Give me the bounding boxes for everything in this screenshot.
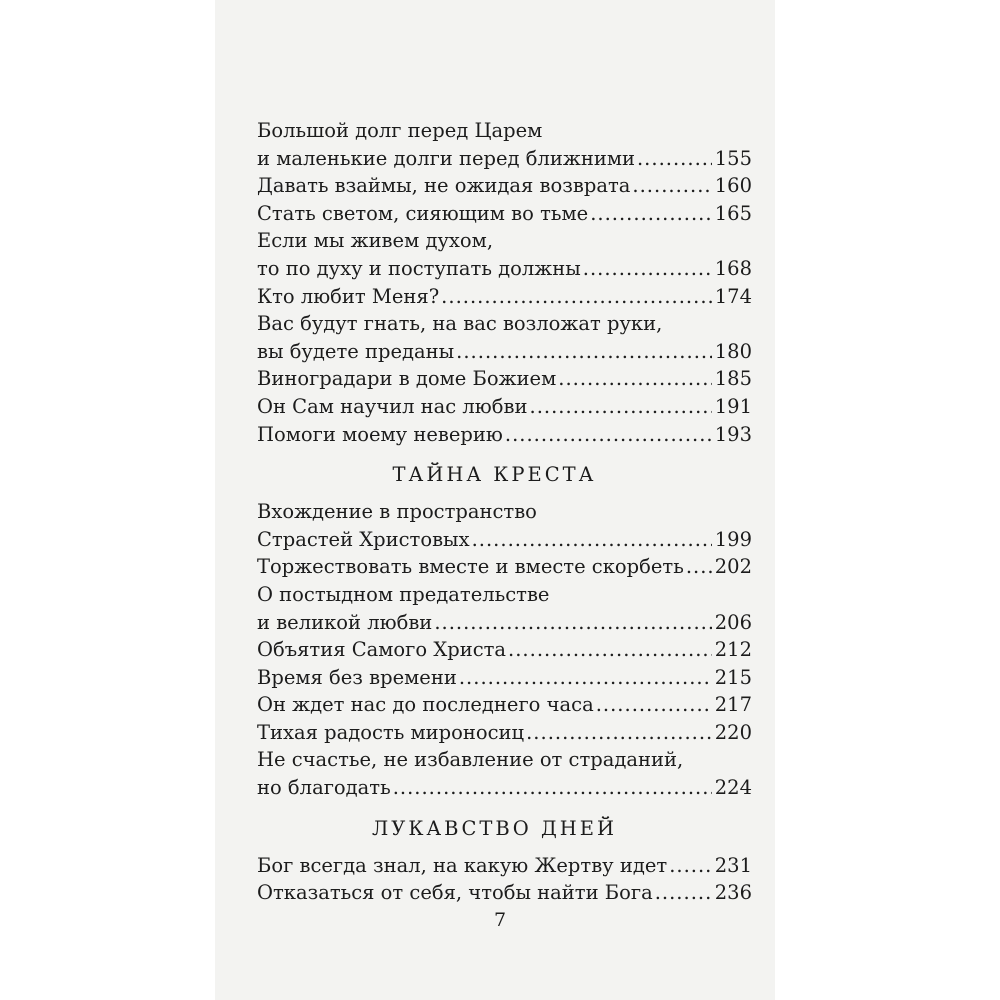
toc-entry-title: Помоги моему неверию: [257, 422, 503, 446]
toc-entry-page: 155: [714, 146, 752, 170]
toc-entry-title: Не счастье, не избавление от страданий,: [257, 748, 684, 772]
toc-entry-page: 191: [714, 394, 752, 418]
toc-entry-page: 212: [714, 638, 752, 662]
toc-entry-title: Если мы живем духом,: [257, 229, 494, 253]
dot-leader: [583, 255, 712, 283]
toc-entry-title: Отказаться от себя, чтобы найти Бога: [257, 881, 653, 905]
toc-entry-title: Объятия Самого Христа: [257, 638, 507, 662]
toc-entry-line: [257, 526, 752, 554]
dot-leader: [669, 852, 712, 880]
toc-entry-title: Давать взаймы, не ожидая возврата: [257, 174, 631, 198]
toc-entry-line: [257, 879, 752, 907]
toc-entry-line: [257, 719, 752, 747]
toc-entry-title: Он ждет нас до последнего часа: [257, 693, 594, 717]
toc-entry-page: 174: [714, 284, 752, 308]
toc-entry-line: [257, 421, 752, 449]
section-heading: ТАЙНА КРЕСТА: [392, 463, 597, 487]
toc-entry-line: [257, 117, 752, 145]
toc-entry-title: Тихая радость мироносиц: [257, 720, 525, 744]
toc-entry-line: [257, 691, 752, 719]
dot-leader: [434, 609, 711, 637]
toc-entry-title: вы будете преданы: [257, 339, 455, 363]
dot-leader: [459, 664, 712, 692]
toc-entry-title: Большой долг перед Царем: [257, 119, 543, 142]
section-heading: ЛУКАВСТВО ДНЕЙ: [371, 816, 618, 840]
dot-leader: [686, 553, 712, 581]
dot-leader: [590, 200, 712, 228]
toc-entry-page: 202: [714, 555, 752, 579]
toc-entry-line: [257, 255, 752, 283]
toc-entry-line: [257, 172, 752, 200]
dot-leader: [655, 879, 712, 907]
toc-entry-line: [257, 283, 752, 311]
toc-entry-line: [257, 393, 752, 421]
toc-entry-title: Время без времени: [257, 665, 457, 689]
toc-entry-page: 231: [714, 853, 752, 877]
dot-leader: [505, 421, 712, 449]
toc-entry-line: [257, 145, 752, 173]
toc-entry-title: и великой любви: [257, 610, 433, 634]
toc-entry-title: Виноградари в доме Божием: [257, 367, 557, 391]
dot-leader: [632, 172, 711, 200]
toc-entry-title: и маленькие долги перед ближними: [257, 146, 635, 170]
toc-entry-title: Торжествовать вместе и вместе скорбеть: [257, 555, 684, 579]
toc-entry-page: 168: [714, 256, 752, 280]
dot-leader: [508, 636, 712, 664]
toc-entry-line: [257, 636, 752, 664]
toc-entry-page: 160: [714, 174, 752, 198]
toc-entry-line: [257, 664, 752, 692]
toc-entry-page: 236: [714, 881, 752, 905]
toc-entry-title: Вхождение в пространство: [257, 500, 537, 524]
toc-entry-title: О постыдном предательстве: [257, 582, 550, 606]
table-of-contents: [257, 117, 752, 907]
toc-entry-line: [257, 852, 752, 880]
toc-entry-line: [257, 609, 752, 637]
page-number: 7: [493, 909, 507, 931]
dot-leader: [637, 145, 712, 173]
dot-leader: [526, 719, 712, 747]
toc-entry-line: [257, 310, 752, 338]
dot-leader: [530, 393, 712, 421]
toc-entry-page: 220: [714, 720, 752, 744]
toc-entry-line: [257, 338, 752, 366]
toc-entry-line: [257, 365, 752, 393]
toc-entry-title: Вас будут гнать, на вас возложат руки,: [257, 312, 663, 336]
toc-entry-page: 224: [714, 776, 752, 800]
toc-entry-page: 199: [714, 527, 752, 551]
toc-entry-line: [257, 200, 752, 228]
toc-entry-title: Бог всегда знал, на какую Жертву идет: [257, 853, 668, 877]
dot-leader: [596, 691, 712, 719]
toc-entry-page: 193: [714, 422, 752, 446]
toc-entry-page: 185: [714, 367, 752, 391]
dot-leader: [441, 283, 712, 311]
toc-entry-page: 180: [714, 339, 752, 363]
dot-leader: [393, 774, 712, 802]
toc-entry-title: Страстей Христовых: [257, 527, 470, 551]
toc-entry-line: [257, 774, 752, 802]
toc-entry-title: но благодать: [257, 776, 391, 800]
toc-entry-title: Кто любит Меня?: [257, 284, 440, 308]
toc-entry-line: [257, 581, 752, 609]
toc-entry-page: 217: [714, 693, 752, 717]
toc-entry-page: 215: [714, 665, 752, 689]
toc-entry-title: то по духу и поступать должны: [257, 256, 581, 280]
toc-entry-line: [257, 498, 752, 526]
toc-entry-page: 165: [714, 201, 752, 225]
toc-entry-line: [257, 553, 752, 581]
toc-entry-line: [257, 746, 752, 774]
toc-entry-line: [257, 227, 752, 255]
dot-leader: [472, 526, 712, 554]
toc-entry-title: Стать светом, сияющим во тьме: [257, 201, 589, 225]
toc-entry-title: Он Сам научил нас любви: [257, 394, 528, 418]
toc-entry-page: 206: [714, 610, 752, 634]
dot-leader: [456, 338, 712, 366]
dot-leader: [558, 365, 712, 393]
